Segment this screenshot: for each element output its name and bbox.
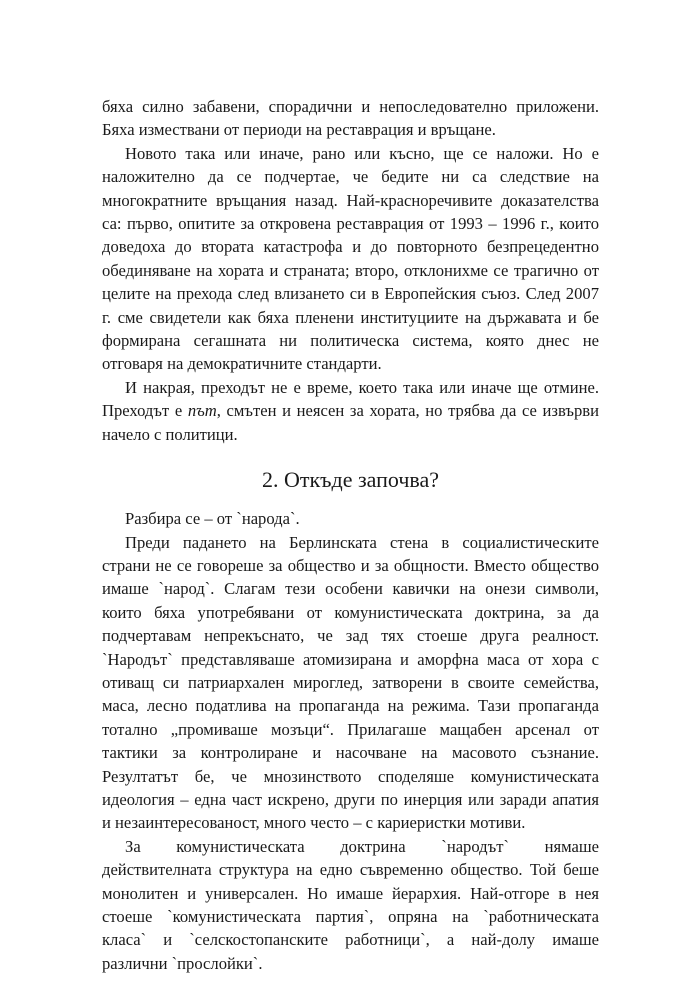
text-line: Бяха измествани от периоди на реставрация и връщане. (102, 120, 496, 140)
text-line: г. сме свидетели как бяха пленени институциите на държавата и бе (102, 307, 599, 327)
text-line: тотално „промиваше мозъци“. Прилагаше мащабен арсенал от (102, 719, 599, 739)
paragraph (102, 531, 599, 835)
text-line: обединяване на хората и страната; второ, отклонихме се трагично от (102, 260, 599, 280)
text-line: класа` и `селскостопанските работници`, а най-долу имаше (102, 930, 599, 950)
paragraph (102, 95, 599, 142)
section-heading: 2. Откъде започва? (261, 467, 440, 493)
text-line: действителната структура на едно съвременно общество. Той беше (102, 860, 599, 880)
text-line: стоеше `комунистическата партия`, опряна на `работническата (102, 907, 599, 926)
text-line: подчертавам непрекъснато, че зад тях стоеше друга реалност. (102, 626, 599, 646)
text-line: формирана сегашната ни политическа система, която днес не (102, 331, 599, 351)
text-line: са: първо, опитите за откровена реставрация от 1993 – 1996 г., които (102, 214, 599, 234)
text-line: И накрая, преходът не е време, което така или иначе ще отмине. (125, 377, 599, 397)
italic-emphasis: път (187, 401, 217, 421)
text-line: начело с политици. (102, 424, 238, 444)
text-line (102, 399, 599, 422)
text-line: многократните връщания назад. Най-красноречивите доказателства (102, 190, 599, 210)
paragraph (102, 376, 599, 446)
text-line: бяха силно забавени, спорадични и непоследователно приложени. (102, 97, 599, 116)
paragraph (102, 142, 599, 376)
paragraph (102, 835, 599, 975)
text-line: монолитен и универсален. Но имаше йерархия. Най-отгоре в нея (102, 883, 599, 903)
text-line: Новото така или иначе, рано или късно, ще се наложи. Но е (125, 143, 599, 163)
text-line: `Народът` представляваше атомизирана и аморфна маса от хора с (102, 649, 599, 669)
text-line: целите на прехода след влизането си в Европейския съюз. След 2007 (102, 284, 599, 304)
text-line: тактики за контролиране и насочване на масовото съзнание. (102, 743, 599, 763)
text-line: маса, лесно податлива на пропаганда на режима. Тази пропаганда (102, 696, 599, 716)
document-page (102, 95, 599, 975)
text-line: различни `прослойки`. (102, 953, 263, 973)
text-line: и незаинтересованост, много често – с кариеристки мотиви. (102, 813, 526, 833)
text-line: За комунистическата доктрина `народът` нямаше (125, 836, 599, 856)
text-run: Преходът е (102, 401, 188, 421)
text-line: имаше `народ`. Слагам тези особени кавички на онези символи, (102, 579, 599, 599)
text-line: доведоха до втората катастрофа и до повторното безпрецедентно (102, 237, 599, 257)
text-line: наложително да се подчертае, че бедите ни са следствие на (102, 167, 599, 187)
text-line: Резултатът бе, че мнозинството споделяше комунистическата (102, 766, 599, 786)
text-line: отговаря на демократичните стандарти. (102, 354, 382, 374)
text-line: страни не се говореше за общество и за общности. Вместо общество (102, 555, 599, 575)
text-line: Преди падането на Берлинската стена в социалистическите (125, 532, 599, 552)
text-run: , смътен и неясен за хората, но трябва да се извърви (216, 401, 599, 421)
text-line: отиващ си патриархален мироглед, затворени в своите семейства, (102, 672, 599, 692)
paragraph (102, 507, 599, 530)
text-line: които бяха употребявани от комунистическата доктрина, за да (102, 602, 599, 622)
text-line: идеология – една част искрено, други по инерция или заради апатия (102, 789, 599, 809)
text-line: Разбира се – от `народа`. (125, 509, 300, 529)
